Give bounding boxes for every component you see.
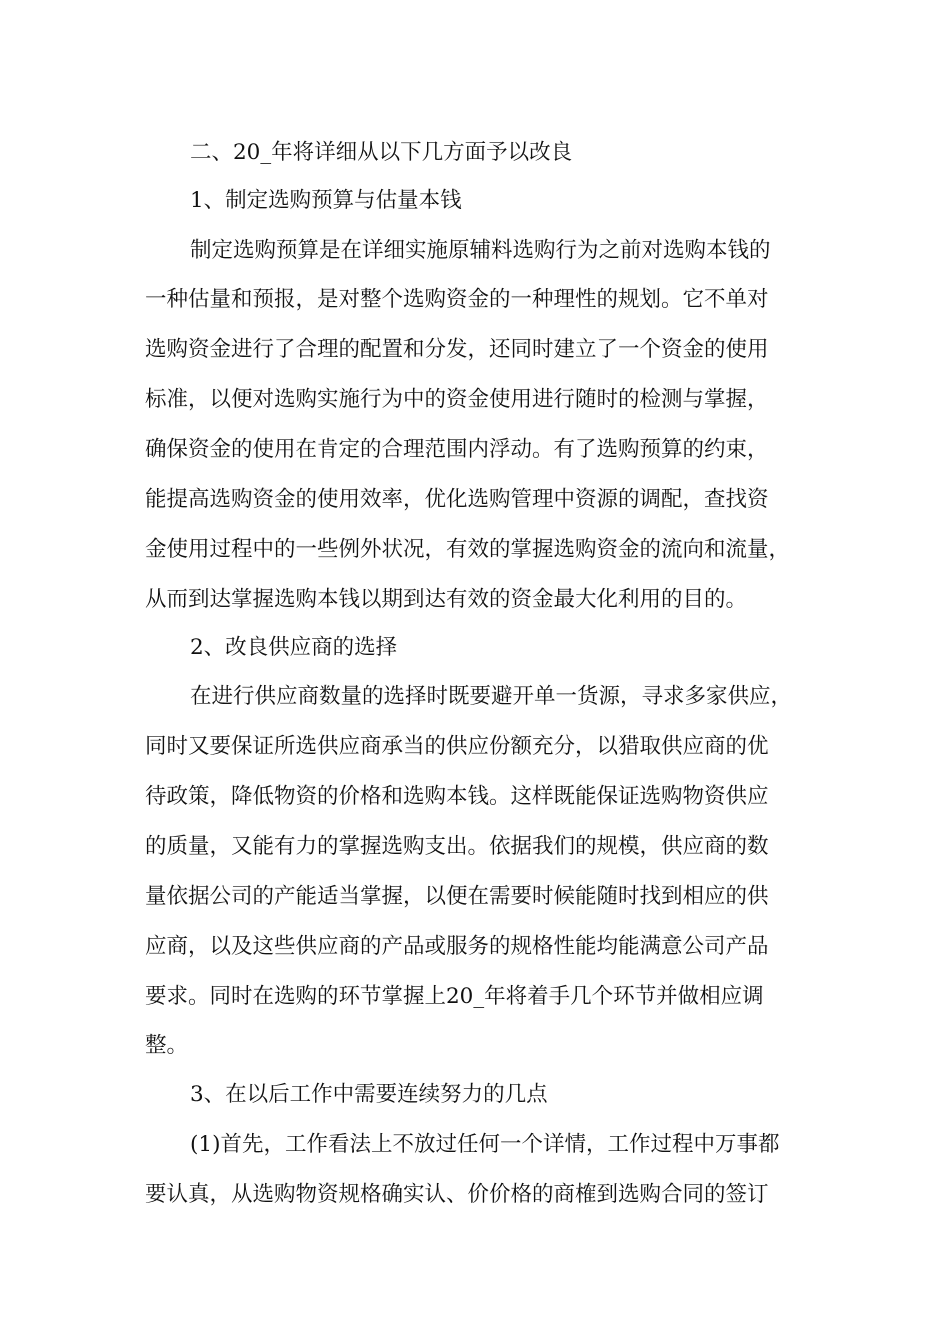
para-2-line-3: 待政策，降低物资的价格和选购本钱。这样既能保证选购物资供应 (145, 784, 769, 809)
subheading-3: 3、在以后工作中需要连续努力的几点 (190, 1082, 548, 1107)
para-2-line-6: 应商，以及这些供应商的产品或服务的规格性能均能满意公司产品 (145, 934, 769, 959)
para-1-line-2: 一种估量和预报，是对整个选购资金的一种理性的规划。它不单对 (145, 287, 769, 312)
para-2-line-1: 在进行供应商数量的选择时既要避开单一货源，寻求多家供应， (190, 684, 793, 709)
para-1-line-3: 选购资金进行了合理的配置和分发，还同时建立了一个资金的使用 (145, 337, 769, 362)
para-1-line-6: 能提高选购资金的使用效率，优化选购管理中资源的调配，查找资 (145, 487, 769, 512)
para-1-line-7: 金使用过程中的一些例外状况，有效的掌握选购资金的流向和流量， (145, 537, 791, 562)
para-1-line-5: 确保资金的使用在肯定的合理范围内浮动。有了选购预算的约束， (145, 437, 769, 462)
section-heading: 二、20_年将详细从以下几方面予以改良 (190, 140, 573, 165)
para-1-line-1: 制定选购预算是在详细实施原辅料选购行为之前对选购本钱的 (190, 238, 771, 263)
para-3-line-1: (1)首先，工作看法上不放过任何一个详情，工作过程中万事都 (190, 1132, 780, 1157)
para-1-line-8: 从而到达掌握选购本钱以期到达有效的资金最大化利用的目的。 (145, 587, 748, 612)
para-2-line-8: 整。 (145, 1033, 189, 1058)
para-2-line-2: 同时又要保证所选供应商承当的供应份额充分，以猎取供应商的优 (145, 734, 769, 759)
para-1-line-4: 标准，以便对选购实施行为中的资金使用进行随时的检测与掌握， (145, 387, 769, 412)
para-2-line-5: 量依据公司的产能适当掌握，以便在需要时候能随时找到相应的供 (145, 884, 769, 909)
para-2-line-7: 要求。同时在选购的环节掌握上20_年将着手几个环节并做相应调 (145, 984, 764, 1009)
subheading-2: 2、改良供应商的选择 (190, 635, 398, 660)
subheading-1: 1、制定选购预算与估量本钱 (190, 188, 462, 213)
para-2-line-4: 的质量，又能有力的掌握选购支出。依据我们的规模，供应商的数 (145, 834, 769, 859)
para-3-line-2: 要认真，从选购物资规格确实认、价价格的商榷到选购合同的签订 (145, 1182, 769, 1207)
